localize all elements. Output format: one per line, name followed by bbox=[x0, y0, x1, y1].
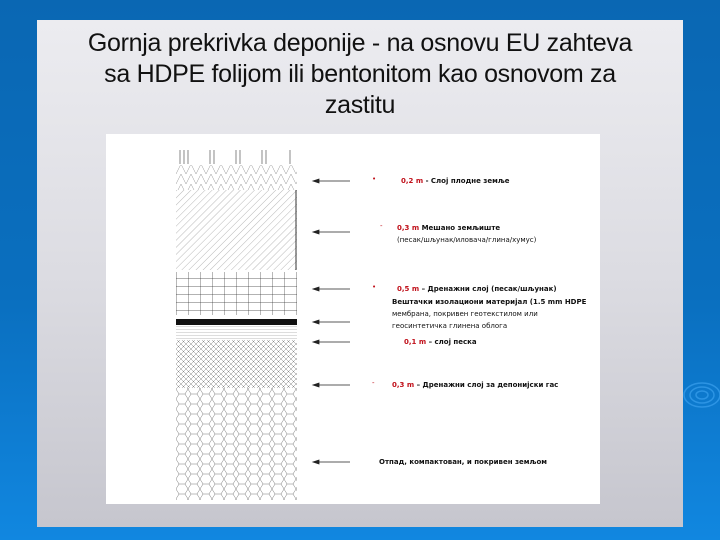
arrows bbox=[313, 179, 350, 464]
layer-label-gas-drainage: 0,3 m – Дренажни слој за депонијски гас bbox=[392, 381, 559, 389]
layer-label-waste: Отпад, компактован, и покривен земљом bbox=[379, 458, 547, 466]
slide-title bbox=[37, 28, 683, 121]
layer-label-liner: Вештачки изолациони материјал (1.5 mm HDPE мембрана, покривен геотекстилом или геосинтетичка глинена облога bbox=[392, 298, 587, 330]
layer-label-drainage: 0,5 m – Дренажни слој (песак/шљунак) bbox=[397, 285, 557, 293]
layer-label-mixed-soil: 0,3 m Мешано земљиште (песак/шљунак/иловача/глина/хумус) bbox=[397, 224, 537, 244]
title-line-3: zastitu bbox=[324, 91, 396, 119]
title-line-2: sa HDPE folijom ili bentonitom kao osnovom za bbox=[104, 60, 616, 88]
layer-label-sand: 0,1 m – слој песка bbox=[404, 338, 477, 346]
landfill-cover-diagram: • 0,2 m - Слој плодне земље - 0,3 m Мешано земљиште (песак/шљунак/иловача/глина/хумус) • 0,5 m – Дренажни слој (песак/шљунак) Вештачки изолациони материјал (1.5 mm HDPE мембрана, покривен геотекстилом или геосинтетичка глинена облога 0,1 m – слој песка - 0,3 m – Дренажни слој за депонијски гас Отпад, компактован, и покривен земљом bbox=[106, 134, 600, 504]
title-line-1: Gornja prekrivka deponije - na osnovu EU zahteva bbox=[87, 29, 633, 57]
layer-label-topsoil: 0,2 m - Слој плодне земље bbox=[401, 177, 510, 185]
